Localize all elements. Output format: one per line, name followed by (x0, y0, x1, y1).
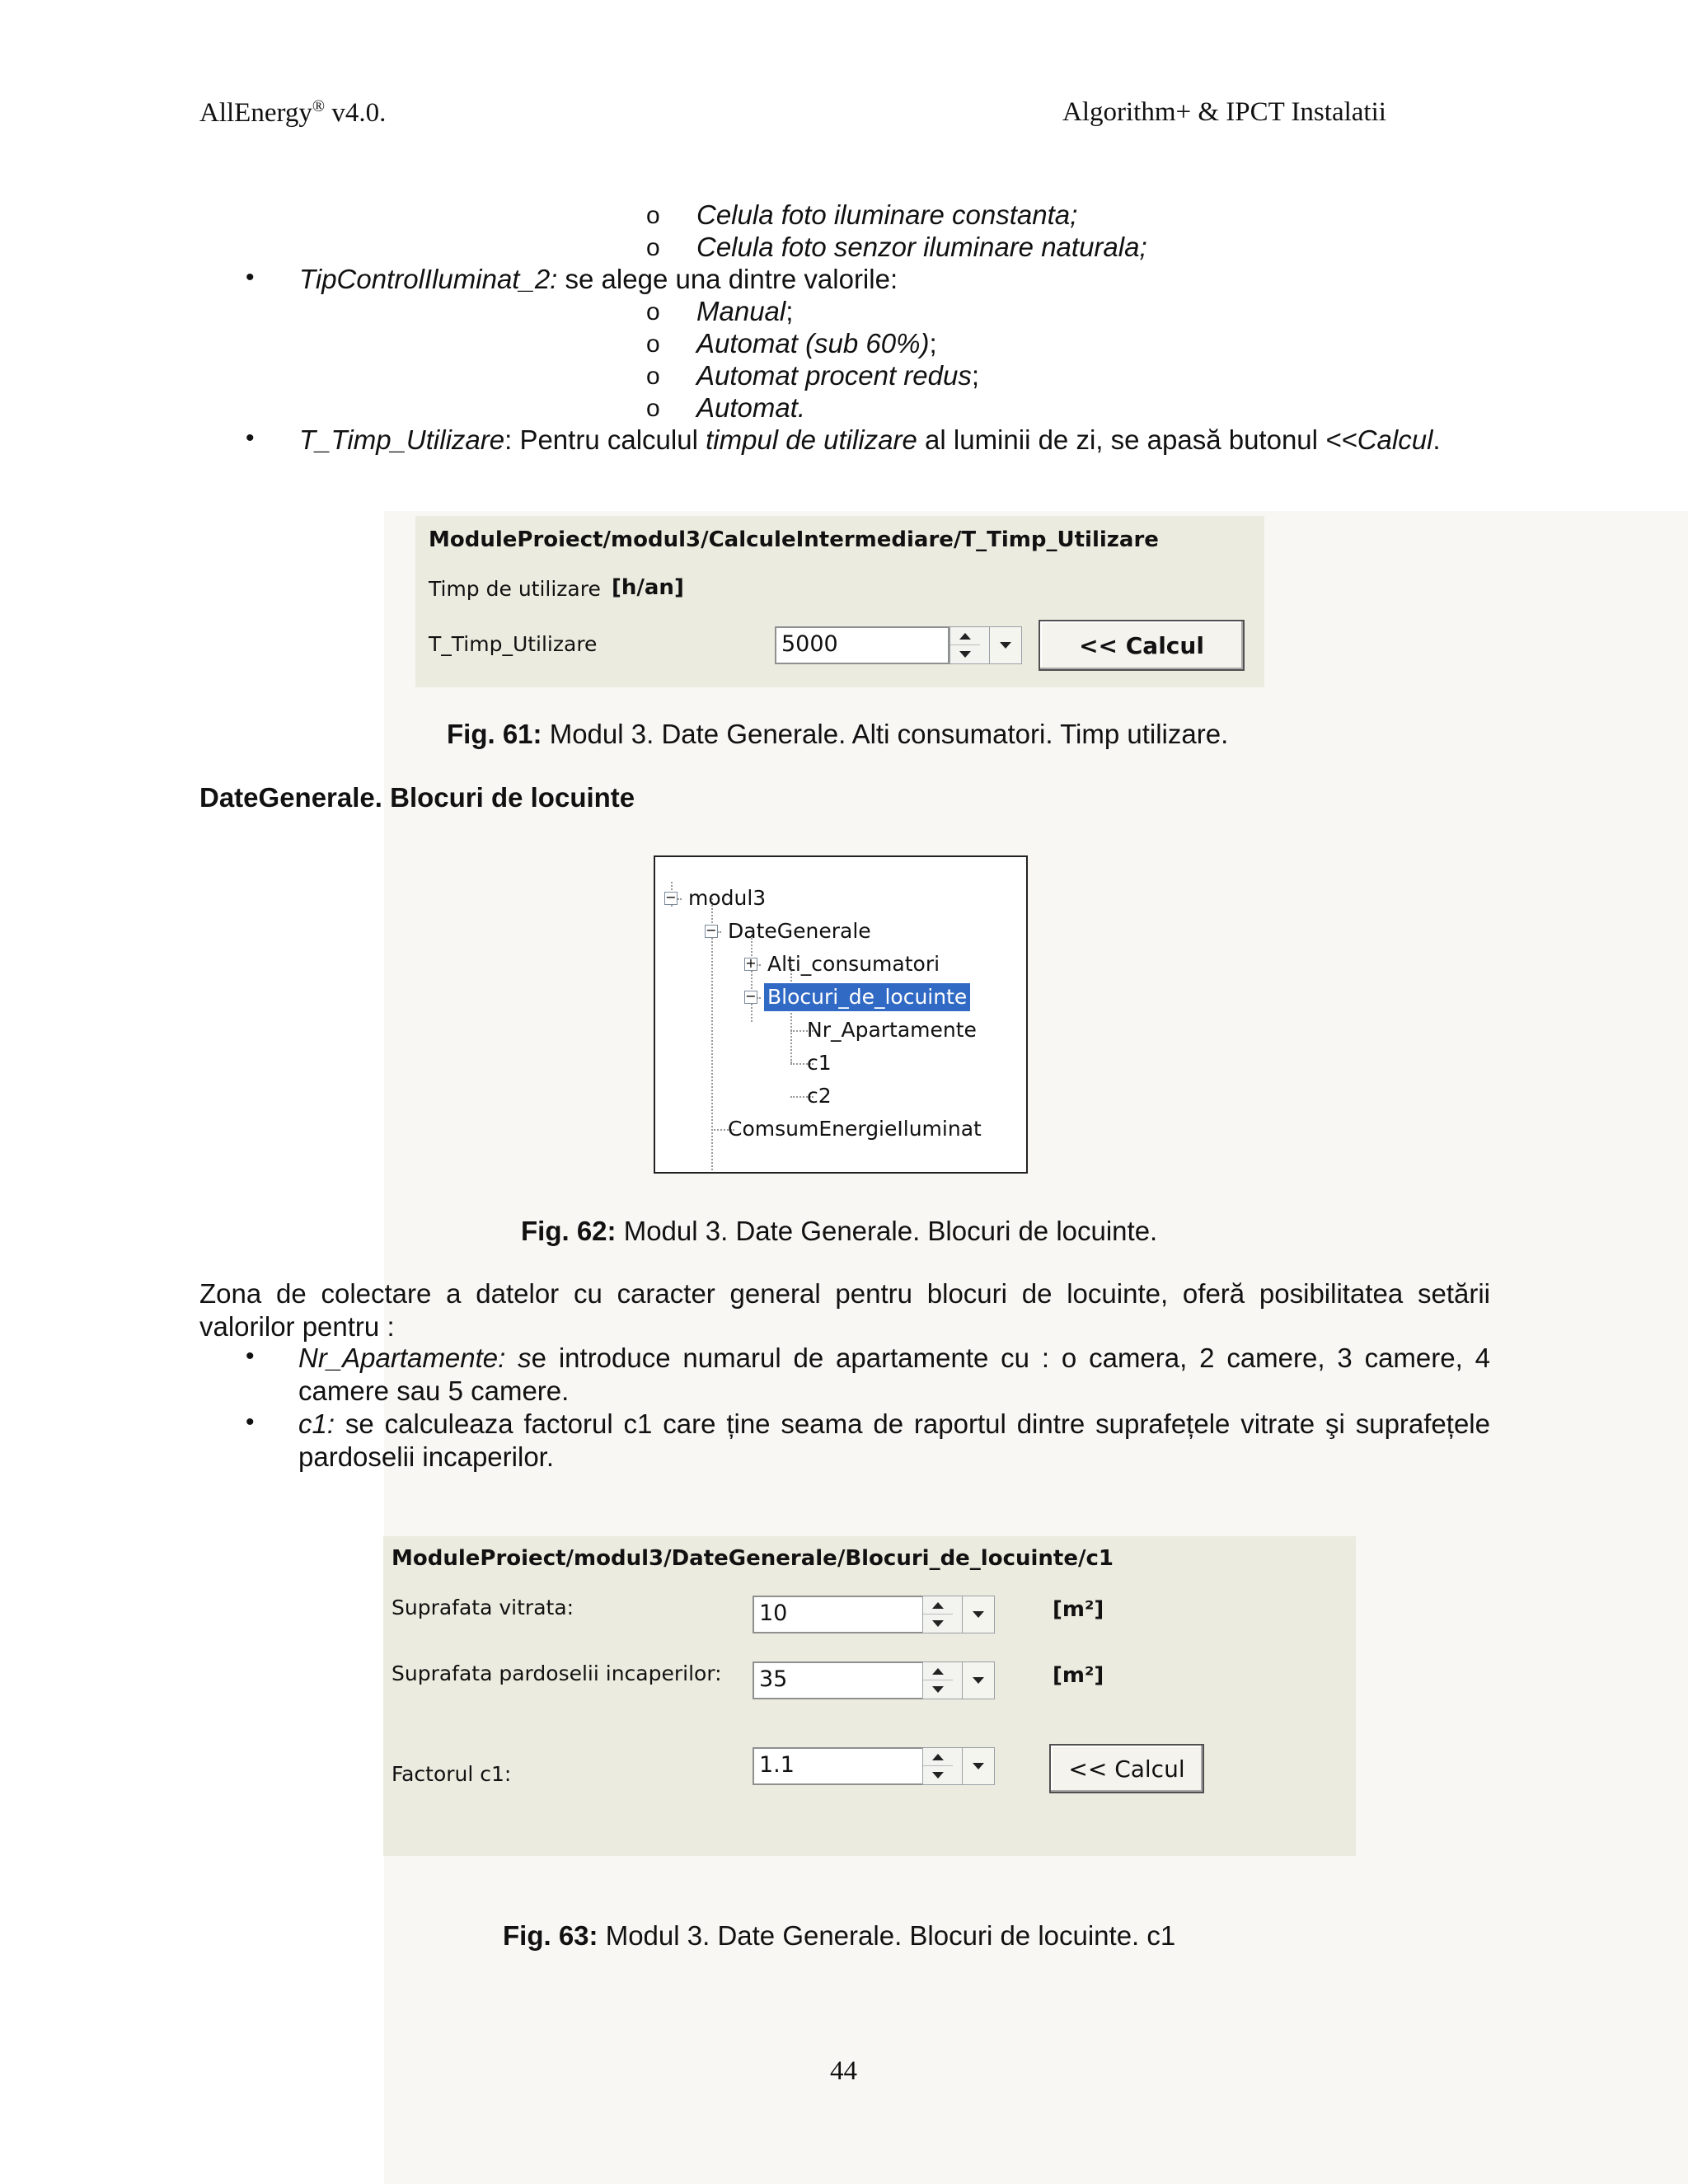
header-right: Algorithm+ & IPCT Instalatii (1062, 97, 1386, 127)
spin-down-icon[interactable] (923, 1614, 953, 1633)
t-timp-utilizare-spinner[interactable] (950, 626, 1022, 664)
unit-label: [m²] (1053, 1663, 1104, 1688)
unit-label: [h/an] (612, 575, 684, 600)
spin-up-icon[interactable] (923, 1596, 953, 1615)
tree-node-blocuri-de-locuinte[interactable]: Blocuri_de_locuinte (764, 983, 970, 1011)
paragraph: Zona de colectare a datelor cu caracter general pentru blocuri de locuinte, oferă posibilitatea setării valorilor pentru : (199, 1278, 1490, 1342)
spin-up-icon[interactable] (950, 627, 980, 645)
collapse-icon[interactable]: − (745, 988, 757, 1004)
section-heading: DateGenerale. Blocuri de locuinte (199, 782, 635, 813)
collapse-icon[interactable]: − (706, 922, 717, 938)
list-item: Celula foto senzor iluminare naturala; (696, 232, 1147, 262)
panel-path: ModuleProiect/modul3/CalculeIntermediare/T_Timp_Utilizare (429, 527, 1159, 552)
timp-utilizare-panel (415, 516, 1264, 687)
list-item: Automat. (696, 392, 806, 423)
factorul-c1-spinner[interactable] (922, 1747, 995, 1785)
tree-node-alti-consumatori[interactable]: Alti_consumatori (767, 952, 940, 976)
suprafata-pardoseli-spinner[interactable] (922, 1661, 995, 1699)
spin-down-icon[interactable] (923, 1680, 953, 1699)
spin-up-icon[interactable] (923, 1748, 953, 1766)
figure-caption: Fig. 63: Modul 3. Date Generale. Blocuri de locuinte. c1 (503, 1920, 1176, 1951)
expand-icon[interactable]: + (745, 955, 757, 971)
header-left: AllEnergy® v4.0. (199, 97, 387, 128)
figure-caption: Fig. 61: Modul 3. Date Generale. Alti consumatori. Timp utilizare. (447, 719, 1229, 749)
collapse-icon[interactable]: − (665, 889, 677, 905)
bullet: • (246, 1408, 255, 1436)
dropdown-arrow-icon[interactable] (962, 1748, 994, 1784)
panel-path: ModuleProiect/modul3/DateGenerale/Blocuri_de_locuinte/c1 (392, 1546, 1114, 1571)
suprafata-vitrata-input[interactable]: 10 (753, 1596, 927, 1633)
sub-bullet: o (646, 234, 660, 261)
t-timp-utilizare-input[interactable]: 5000 (775, 626, 950, 664)
list-item: c1: se calculeaza factorul c1 care ține seama de raportul dintre suprafețele vitrate şi suprafețele pardoselii incaperilor. (298, 1408, 1490, 1472)
field-label: Suprafata vitrata: (392, 1596, 574, 1619)
field-label: Factorul c1: (392, 1762, 512, 1786)
tree-node-c1[interactable]: c1 (807, 1051, 832, 1075)
field-label: Timp de utilizare (429, 577, 601, 601)
tree-node-nr-apartamente[interactable]: Nr_Apartamente (807, 1018, 977, 1042)
sub-bullet: o (646, 395, 660, 422)
field-label: T_Timp_Utilizare (429, 632, 598, 656)
dropdown-arrow-icon[interactable] (962, 1662, 994, 1699)
factorul-c1-input[interactable]: 1.1 (753, 1747, 927, 1785)
tree-node-c2[interactable]: c2 (807, 1084, 832, 1108)
tree-node-dategenerale[interactable]: DateGenerale (728, 919, 871, 943)
spin-down-icon[interactable] (950, 644, 980, 663)
list-item: Automat (sub 60%); (696, 328, 937, 359)
spin-up-icon[interactable] (923, 1662, 953, 1680)
sub-bullet: o (646, 330, 660, 358)
tree-node-consum-energie[interactable]: ComsumEnergieIluminat (728, 1117, 982, 1141)
list-item: T_Timp_Utilizare: Pentru calculul timpul de utilizare al luminii de zi, se apasă butonul <<Calcul. (299, 424, 1441, 455)
unit-label: [m²] (1053, 1597, 1104, 1622)
sub-bullet: o (646, 298, 660, 326)
field-label: Suprafata pardoselii incaperilor: (392, 1661, 722, 1685)
list-item: Automat procent redus; (696, 360, 980, 391)
list-item: Manual; (696, 296, 794, 326)
spin-down-icon[interactable] (923, 1765, 953, 1784)
sub-bullet: o (646, 363, 660, 390)
list-item: Celula foto iluminare constanta; (696, 199, 1078, 230)
bullet: • (246, 1343, 255, 1370)
list-item: TipControlIluminat_2: se alege una dintre valorile: (299, 264, 898, 294)
bullet: • (246, 264, 255, 291)
calcul-button[interactable]: << Calcul (1039, 620, 1245, 671)
figure-caption: Fig. 62: Modul 3. Date Generale. Blocuri de locuinte. (521, 1216, 1158, 1246)
sub-bullet: o (646, 202, 660, 229)
page-number: 44 (830, 2056, 857, 2086)
dropdown-arrow-icon[interactable] (962, 1596, 994, 1633)
suprafata-pardoseli-input[interactable]: 35 (753, 1661, 927, 1699)
bullet: • (246, 424, 255, 452)
tree-node-modul3[interactable]: modul3 (688, 886, 767, 910)
list-item: Nr_Apartamente: se introduce numarul de apartamente cu : o camera, 2 camere, 3 camere, 4 camere sau 5 camere. (298, 1343, 1490, 1406)
suprafata-vitrata-spinner[interactable] (922, 1596, 995, 1633)
dropdown-arrow-icon[interactable] (989, 627, 1021, 663)
factorul-c1-panel (383, 1536, 1356, 1856)
calcul-button[interactable]: << Calcul (1049, 1744, 1204, 1793)
tree-view[interactable] (654, 855, 1028, 1174)
